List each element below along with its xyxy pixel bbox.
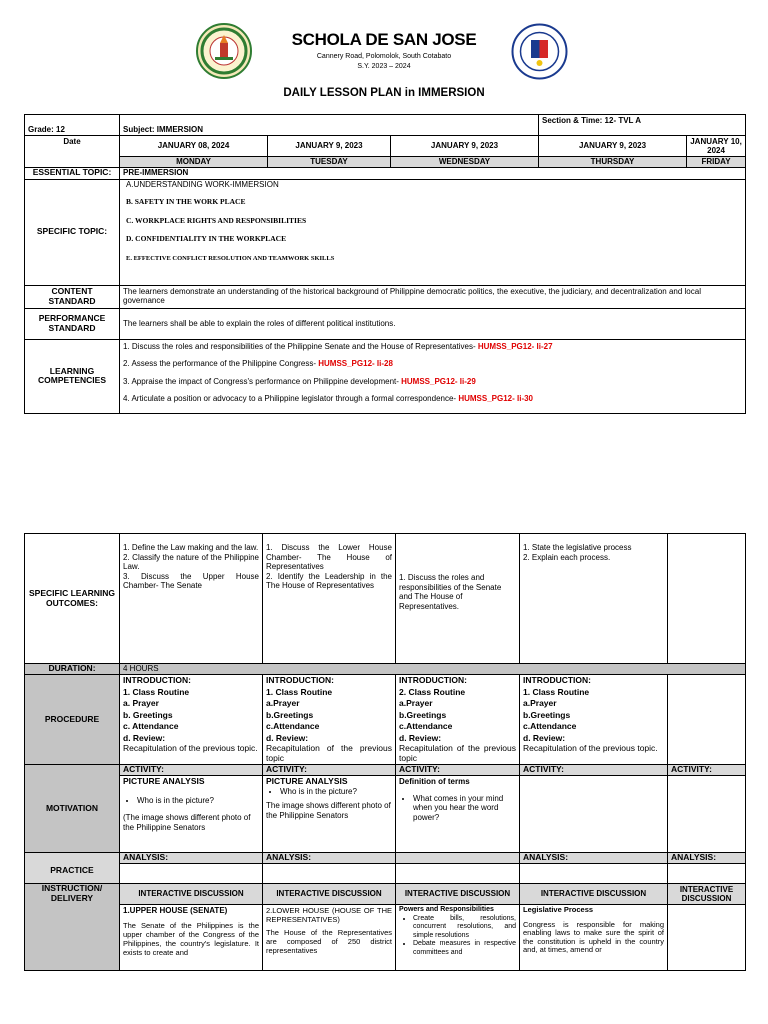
competency-4 [123, 394, 742, 404]
activity-2: ACTIVITY: [263, 765, 396, 776]
instruction-3-bullet-1: • Create bills, resolutions, concurrent resolutions, and simple resolutions [413, 915, 516, 941]
outcome-4-2: 2. Explain each process. [523, 552, 611, 562]
interactive-1: INTERACTIVE DISCUSSION [120, 884, 263, 905]
procedure-label: PROCEDURE [25, 675, 120, 765]
proc-1-routine: 1. Class Routine [123, 686, 190, 697]
practice-col-3 [396, 864, 520, 884]
essential-topic-value: PRE-IMMERSION [120, 167, 746, 179]
specific-topic-label: SPECIFIC TOPIC: [25, 179, 120, 285]
document-title: DAILY LESSON PLAN in IMMERSION [283, 87, 485, 99]
instruction-col-4 [520, 905, 668, 971]
proc-2-prayer: a.Prayer [266, 698, 300, 708]
proc-1-attend: c. Attendance [123, 721, 179, 731]
date-label: Date [25, 136, 120, 168]
school-year: S.Y. 2023 – 2024 [357, 63, 411, 70]
proc-2-review: d. Review: [266, 732, 309, 743]
instruction-col-1 [120, 905, 263, 971]
procedure-col-3 [396, 675, 520, 765]
analysis-3 [396, 853, 520, 864]
lesson-plan-procedure-table [24, 533, 746, 971]
performance-standard-label: PERFORMANCE STANDARD [25, 308, 120, 339]
instruction-3-title: Powers and Responsibilities [399, 906, 494, 913]
analysis-2: ANALYSIS: [263, 853, 396, 864]
day-5: FRIDAY [687, 157, 746, 168]
outcome-1-3: 3. Discuss the Upper House Chamber- The Senate [123, 571, 259, 590]
duration-value: 4 HOURS [120, 664, 746, 675]
proc-4-prayer: a.Prayer [523, 698, 557, 708]
instruction-2-title: 2.LOWER HOUSE (HOUSE OF THE REPRESENTATIVES) [266, 906, 392, 924]
practice-col-5 [668, 864, 746, 884]
day-4: THURSDAY [539, 157, 687, 168]
activity-1: ACTIVITY: [120, 765, 263, 776]
interactive-4: INTERACTIVE DISCUSSION [520, 884, 668, 905]
outcome-3-1: 1. Discuss the roles and responsibilities of the Senate and The House of Representatives. [399, 573, 502, 611]
outcomes-col-4 [520, 534, 668, 664]
competency-3 [123, 377, 742, 387]
competency-2 [123, 359, 742, 369]
instruction-1-body: The Senate of the Philippines is the upper chamber of the Congress of the Philippines, the country's legislature. It exists to create and [123, 921, 259, 957]
motivation-3-bullet: • What comes in your mind when you hear the word power? [413, 794, 516, 823]
specific-topic-a: A.UNDERSTANDING WORK-IMMERSION [126, 179, 279, 189]
outcomes-col-2 [263, 534, 396, 664]
proc-2-intro: INTRODUCTION: [266, 675, 334, 685]
grade-cell: Grade: 12 [25, 115, 120, 136]
interactive-5: INTERACTIVE DISCUSSION [668, 884, 746, 905]
learning-outcomes-label: SPECIFIC LEARNING OUTCOMES: [25, 534, 120, 664]
instruction-col-2 [263, 905, 396, 971]
proc-3-intro: INTRODUCTION: [399, 675, 467, 685]
instruction-3-bullet-2: • Debate measures in respective committees and [413, 940, 516, 957]
instruction-2-body: The House of the Representatives are composed of 250 district representatives [266, 928, 392, 955]
specific-topic-b: B. SAFETY IN THE WORK PLACE [126, 197, 246, 206]
motivation-1-note: (The image shows different photo of the Philippine Senators [123, 813, 251, 832]
motivation-2-note: The image shows different photo of the Philippine Senators [266, 801, 391, 820]
date-5: JANUARY 10, 2024 [687, 136, 746, 157]
proc-2-routine: 1. Class Routine [266, 686, 333, 697]
instruction-label: INSTRUCTION/ DELIVERY [25, 884, 120, 971]
specific-topic-c: C. WORKPLACE RIGHTS AND RESPONSIBILITIES [126, 215, 307, 225]
school-name: SCHOLA DE SAN JOSE [291, 30, 477, 49]
proc-4-recap: Recapitulation of the previous topic. [523, 743, 658, 753]
activity-3: ACTIVITY: [396, 765, 520, 776]
competency-3-code: HUMSS_PG12- Ii-29 [401, 376, 476, 386]
lesson-plan-header-table [24, 114, 746, 414]
analysis-1: ANALYSIS: [120, 853, 263, 864]
date-4: JANUARY 9, 2023 [539, 136, 687, 157]
procedure-col-2 [263, 675, 396, 765]
procedure-col-1 [120, 675, 263, 765]
proc-3-review: d. Review: [399, 732, 442, 743]
procedure-col-4 [520, 675, 668, 765]
outcome-1-2: 2. Classify the nature of the Philippine Law. [123, 552, 259, 571]
instruction-4-body: Congress is responsible for making enabling laws to make sure the spirit of the constitution is upheld in the country and, at times, amend or [523, 919, 664, 954]
motivation-col-1 [120, 776, 263, 853]
procedure-col-5 [668, 675, 746, 765]
proc-2-attend: c.Attendance [266, 721, 320, 731]
proc-2-greet: b.Greetings [266, 709, 314, 720]
competency-2-text: 2. Assess the performance of the Philippine Congress- [123, 359, 319, 368]
competency-3-text: 3. Appraise the impact of Congress's performance on Philippine development- [123, 376, 402, 386]
proc-1-review: d. Review: [123, 732, 166, 743]
proc-1-intro: INTRODUCTION: [123, 675, 191, 685]
deped-seal-icon [511, 23, 568, 80]
analysis-5: ANALYSIS: [668, 853, 746, 864]
proc-4-greet: b.Greetings [523, 709, 571, 720]
interactive-2: INTERACTIVE DISCUSSION [263, 884, 396, 905]
motivation-col-5 [668, 776, 746, 853]
competency-1-text: 1. Discuss the roles and responsibilities of the Philippine Senate and the House of Representatives- [123, 341, 478, 351]
competency-1 [123, 342, 742, 352]
proc-1-recap: Recapitulation of the previous topic. [123, 743, 258, 753]
activity-4: ACTIVITY: [520, 765, 668, 776]
deped-seal [511, 23, 568, 80]
proc-3-attend: c.Attendance [399, 721, 453, 731]
specific-topic-d: D. CONFIDENTIALITY IN THE WORKPLACE [126, 234, 287, 243]
outcomes-col-5 [668, 534, 746, 664]
motivation-col-4 [520, 776, 668, 853]
essential-topic-label: ESSENTIAL TOPIC: [25, 167, 120, 179]
instruction-col-3 [396, 905, 520, 971]
practice-col-4 [520, 864, 668, 884]
motivation-col-3 [396, 776, 520, 853]
performance-standard-value: The learners shall be able to explain the roles of different political institutions. [120, 308, 746, 339]
date-1: JANUARY 08, 2024 [120, 136, 268, 157]
motivation-2-bullet: • Who is in the picture? [280, 787, 392, 797]
proc-4-intro: INTRODUCTION: [523, 675, 591, 685]
proc-2-recap: Recapitulation of the previous topic [266, 743, 392, 763]
date-3: JANUARY 9, 2023 [391, 136, 539, 157]
content-standard-label: CONTENT STANDARD [25, 285, 120, 308]
interactive-3: INTERACTIVE DISCUSSION [396, 884, 520, 905]
learning-competencies-list [120, 339, 746, 413]
date-2: JANUARY 9, 2023 [268, 136, 391, 157]
motivation-label: MOTIVATION [25, 765, 120, 853]
practice-label: PRACTICE [25, 853, 120, 884]
motivation-col-2 [263, 776, 396, 853]
competency-1-code: HUMSS_PG12- Ii-27 [477, 341, 553, 351]
day-1: MONDAY [120, 157, 268, 168]
proc-3-prayer: a.Prayer [399, 698, 433, 708]
analysis-4: ANALYSIS: [520, 853, 668, 864]
motivation-1-bullet: • Who is in the picture? [137, 796, 259, 806]
day-2: TUESDAY [268, 157, 391, 168]
specific-topic-list [120, 179, 746, 285]
competency-4-text: 4. Articulate a position or advocacy to a Philippine legislator through a formal correspondence- [123, 394, 459, 403]
outcomes-col-3 [396, 534, 520, 664]
day-3: WEDNESDAY [391, 157, 539, 168]
proc-4-attend: c.Attendance [523, 721, 577, 731]
instruction-4-title: Legislative Process [523, 905, 594, 914]
motivation-1-title: PICTURE ANALYSIS [123, 776, 205, 786]
instruction-1-title: 1.UPPER HOUSE (SENATE) [123, 906, 228, 915]
activity-5: ACTIVITY: [668, 765, 746, 776]
outcome-2-2: 2. Identify the Leadership in the The House of Representatives [266, 571, 392, 590]
proc-1-greet: b. Greetings [123, 709, 173, 720]
outcome-2-1: 1. Discuss the Lower House Chamber- The House of Representatives [266, 543, 392, 571]
proc-3-recap: Recapitulation of the previous topic [399, 743, 516, 763]
proc-4-routine: 1. Class Routine [523, 686, 590, 697]
subject-cell: Subject: IMMERSION [120, 115, 539, 136]
school-address: Cannery Road, Polomolok, South Cotabato [316, 53, 452, 60]
learning-competencies-label: LEARNING COMPETENCIES [25, 339, 120, 413]
motivation-2-title: PICTURE ANALYSIS [266, 776, 348, 786]
proc-4-review: d. Review: [523, 732, 566, 743]
competency-4-code: HUMSS_PG12- Ii-30 [458, 394, 534, 403]
instruction-col-5 [668, 905, 746, 971]
practice-col-1 [120, 864, 263, 884]
motivation-3-title: Definition of terms [399, 777, 470, 786]
outcome-1-1: 1. Define the Law making and the law. [123, 543, 259, 552]
practice-col-2 [263, 864, 396, 884]
outcome-4-1: 1. State the legislative process [523, 543, 632, 552]
competency-2-code: HUMSS_PG12- Ii-28 [318, 359, 393, 368]
proc-3-greet: b.Greetings [399, 709, 447, 720]
duration-label: DURATION: [25, 664, 120, 675]
outcomes-col-1 [120, 534, 263, 664]
proc-1-prayer: a. Prayer [123, 698, 159, 708]
specific-topic-e: E. EFFECTIVE CONFLICT RESOLUTION AND TEAMWORK SKILLS [126, 254, 335, 262]
section-cell: Section & Time: 12- TVL A [539, 115, 746, 136]
content-standard-value: The learners demonstrate an understanding of the historical background of Philippine democratic politics, the executive, the judiciary, and decentralization and local governance [120, 285, 746, 308]
proc-3-routine: 2. Class Routine [399, 686, 466, 697]
